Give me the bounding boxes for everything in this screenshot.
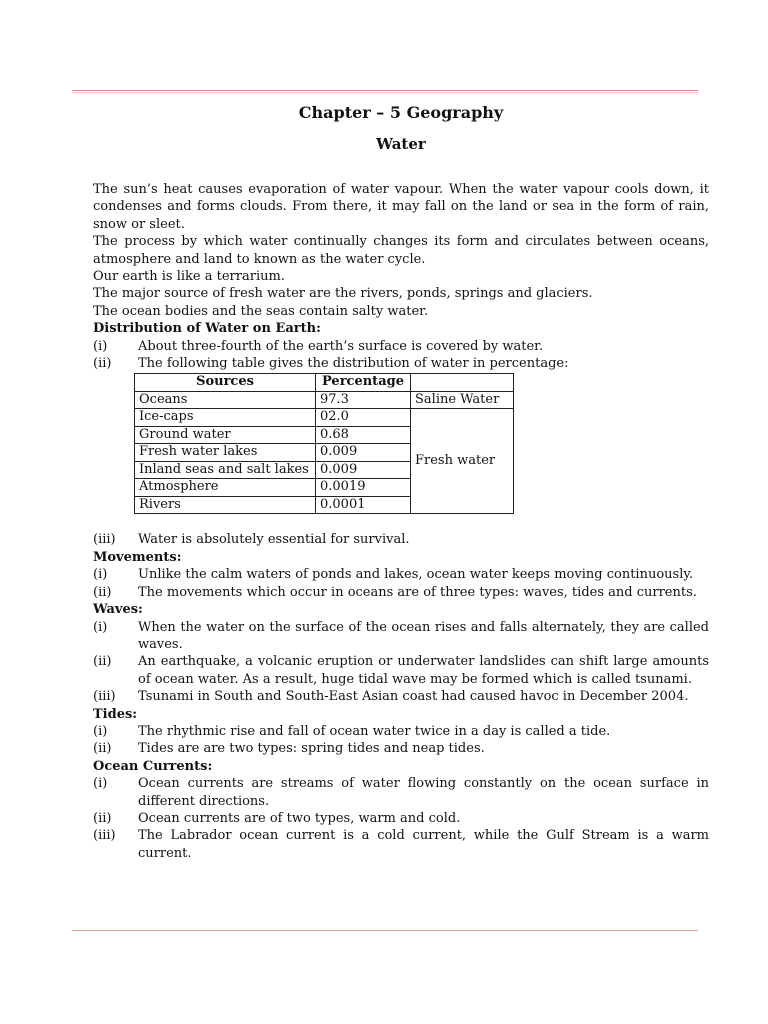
waves-heading: Waves: <box>93 602 143 618</box>
source-cell: Fresh water lakes <box>135 444 316 462</box>
list-item <box>93 355 709 372</box>
list-item-number: (ii) <box>93 584 112 600</box>
document-page <box>93 103 709 862</box>
distribution-heading: Distribution of Water on Earth: <box>93 321 321 337</box>
list-item-text: The following table gives the distribution of water in percentage: <box>138 356 569 372</box>
list-item-text: The movements which occur in oceans are of three types: waves, tides and currents. <box>138 584 697 600</box>
column-header-sources: Sources <box>135 374 316 392</box>
percentage-cell: 0.009 <box>316 461 411 479</box>
footer-rule <box>72 930 698 931</box>
list-item-number: (i) <box>93 338 108 354</box>
percentage-cell: 02.0 <box>316 409 411 427</box>
list-item-text: Tides are are two types: spring tides and neap tides. <box>138 741 485 757</box>
intro-paragraph-4: The major source of fresh water are the rivers, ponds, springs and glaciers. <box>93 286 593 302</box>
list-item-text: Tsunami in South and South-East Asian coast had caused havoc in December 2004. <box>138 689 689 705</box>
list-item-text: The rhythmic rise and fall of ocean water twice in a day is called a tide. <box>138 723 611 739</box>
intro-paragraph-2: The process by which water continually changes its form and circulates between oceans, atmosphere and land to known as the water cycle. <box>93 234 709 267</box>
chapter-title: Chapter – 5 Geography <box>298 103 504 122</box>
water-distribution-table <box>134 373 514 514</box>
list-item-number: (ii) <box>93 741 112 757</box>
movements-heading: Movements: <box>93 549 182 565</box>
list-item-number: (i) <box>93 723 108 739</box>
list-item-number: (i) <box>93 567 108 583</box>
list-item-number: (iii) <box>93 689 116 705</box>
source-cell: Rivers <box>135 496 316 514</box>
column-header-percentage: Percentage <box>316 374 411 392</box>
list-item-text: Water is absolutely essential for survival. <box>138 532 410 548</box>
source-cell: Inland seas and salt lakes <box>135 461 316 479</box>
list-item <box>93 827 709 862</box>
fresh-water-cell: Fresh water <box>411 409 514 514</box>
column-header-type <box>411 374 514 392</box>
list-item <box>93 338 709 355</box>
list-item <box>93 531 709 548</box>
list-item-text: Ocean currents are streams of water flowing constantly on the ocean surface in different directions. <box>138 776 709 809</box>
saline-water-cell: Saline Water <box>411 391 514 409</box>
list-item-number: (iii) <box>93 532 116 548</box>
list-item-number: (iii) <box>93 828 116 844</box>
source-cell: Oceans <box>135 391 316 409</box>
list-item-number: (i) <box>93 776 108 792</box>
intro-paragraph-1: The sun’s heat causes evaporation of water vapour. When the water vapour cools down, it condenses and forms clouds. From there, it may fall on the land or sea in the form of rain, snow or sleet. <box>93 182 709 232</box>
list-item <box>93 688 709 705</box>
list-item-text: About three-fourth of the earth’s surface is covered by water. <box>138 338 544 354</box>
tides-heading: Tides: <box>93 706 138 722</box>
intro-section <box>93 181 709 320</box>
source-cell: Atmosphere <box>135 479 316 497</box>
list-item-text: Ocean currents are of two types, warm and cold. <box>138 810 461 826</box>
list-item <box>93 584 709 601</box>
table-header-row <box>135 374 514 392</box>
header-rule <box>72 90 698 91</box>
list-item <box>93 775 709 810</box>
ocean-currents-heading: Ocean Currents: <box>93 758 213 774</box>
list-item-text: An earthquake, a volcanic eruption or underwater landslides can shift large amounts of ocean water. As a result, huge tidal wave may be formed which is called tsunami. <box>138 654 709 687</box>
source-cell: Ground water <box>135 426 316 444</box>
list-item <box>93 810 709 827</box>
list-item-number: (ii) <box>93 356 112 372</box>
percentage-cell: 0.0001 <box>316 496 411 514</box>
list-item <box>93 619 709 654</box>
percentage-cell: 0.009 <box>316 444 411 462</box>
list-item-text: The Labrador ocean current is a cold current, while the Gulf Stream is a warm current. <box>138 828 709 861</box>
list-item <box>93 653 709 688</box>
percentage-cell: 0.68 <box>316 426 411 444</box>
intro-paragraph-5: The ocean bodies and the seas contain salty water. <box>93 303 429 319</box>
list-item-text: When the water on the surface of the ocean rises and falls alternately, they are called waves. <box>138 619 709 652</box>
list-item <box>93 723 709 740</box>
list-item-number: (ii) <box>93 810 112 826</box>
source-cell: Ice-caps <box>135 409 316 427</box>
percentage-cell: 0.0019 <box>316 479 411 497</box>
percentage-cell: 97.3 <box>316 391 411 409</box>
list-item-number: (ii) <box>93 654 112 670</box>
table-row <box>135 409 514 427</box>
list-item-text: Unlike the calm waters of ponds and lakes, ocean water keeps moving continuously. <box>138 567 694 583</box>
page-subtitle: Water <box>376 135 426 153</box>
table-row <box>135 391 514 409</box>
list-item-number: (i) <box>93 619 108 635</box>
intro-paragraph-3: Our earth is like a terrarium. <box>93 269 285 285</box>
list-item <box>93 740 709 757</box>
list-item <box>93 566 709 583</box>
